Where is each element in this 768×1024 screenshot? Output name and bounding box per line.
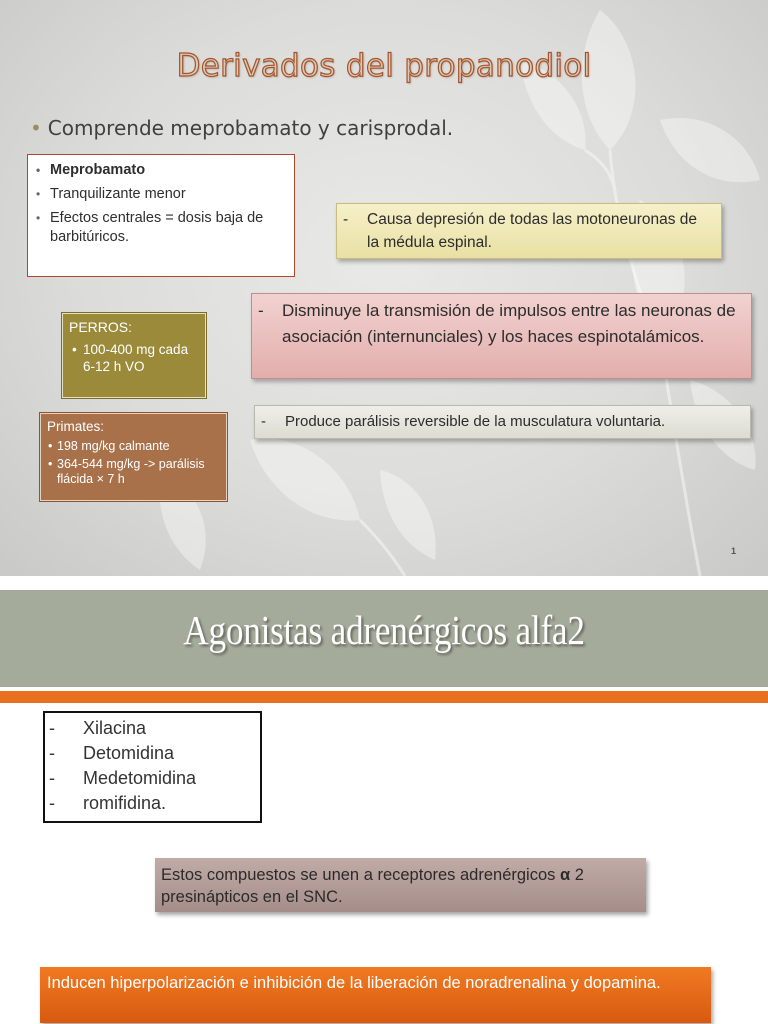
list-item: [49, 741, 260, 766]
alpha-symbol: α: [559, 866, 571, 884]
primates-header: Primates:: [47, 419, 105, 434]
drug-list-box: [43, 711, 262, 823]
info-text-after: 2 presinápticos en el SNC.: [161, 866, 584, 906]
drug-name: Detomidina: [83, 743, 175, 763]
accent-bar: [0, 691, 768, 703]
list-dash: -: [49, 793, 55, 813]
primates-list: [47, 439, 220, 487]
list-item: [49, 791, 260, 816]
perros-list: [69, 341, 199, 375]
slide-agonistas-alfa2: [0, 576, 768, 1024]
note-transmision-impulsos: [251, 293, 752, 379]
drug-name: romifidina.: [83, 793, 167, 813]
slide-separator: [0, 576, 768, 590]
list-item: • 100-400 mg cada 6-12 h VO: [83, 341, 199, 375]
note-dash: -: [261, 413, 266, 430]
note-paralisis-reversible: [254, 405, 751, 439]
slide-title: Agonistas adrenérgicos alfa2: [183, 607, 585, 653]
list-dash: -: [49, 743, 55, 763]
page-number: 1: [731, 546, 737, 556]
drug-name: Xilacina: [83, 718, 147, 738]
drug-name: Medetomidina: [83, 768, 197, 788]
list-dash: -: [49, 768, 55, 788]
list-item: • 198 mg/kg calmante: [57, 439, 220, 454]
info-text-before: Estos compuestos se unen a receptores adrenérgicos: [161, 866, 560, 884]
intro-bullet: [30, 116, 453, 140]
list-dash: -: [49, 718, 55, 738]
perros-header: PERROS:: [69, 319, 133, 335]
list-item: • 364-544 mg/kg -> parálisis flácida × 7 h: [57, 457, 220, 487]
list-item: • Meprobamato: [50, 161, 286, 180]
note-depresion-motoneuronas: [336, 203, 722, 259]
note-dash: -: [258, 301, 264, 320]
intro-bullet-text: Comprende meprobamato y carisprodal.: [47, 116, 454, 140]
slide-title: Derivados del propanodiol: [176, 48, 592, 84]
note-text: Produce parálisis reversible de la musculatura voluntaria.: [285, 413, 666, 430]
receptor-info-box: [155, 858, 646, 912]
list-item: • Tranquilizante menor: [50, 185, 286, 204]
bullet-dot: •: [30, 116, 42, 140]
list-item: • Efectos centrales = dosis baja de barbitúricos.: [50, 209, 286, 247]
meprobamato-box: [27, 154, 295, 277]
note-text: Disminuye la transmisión de impulsos entre las neuronas de asociación (internunciales) y los haces espinotalámicos.: [282, 301, 736, 346]
note-dash: -: [343, 211, 349, 228]
perros-dose-box: [62, 313, 206, 398]
primates-dose-box: [40, 413, 227, 501]
hyperpolarization-info-box: Inducen hiperpolarización e inhibición de la liberación de noradrenalina y dopamina.: [40, 967, 711, 1023]
list-item: [49, 766, 260, 791]
list-item: [49, 716, 260, 741]
note-text: Causa depresión de todas las motoneuronas de la médula espinal.: [367, 211, 698, 251]
meprobamato-list: [36, 161, 286, 247]
title-banner: [0, 590, 768, 687]
